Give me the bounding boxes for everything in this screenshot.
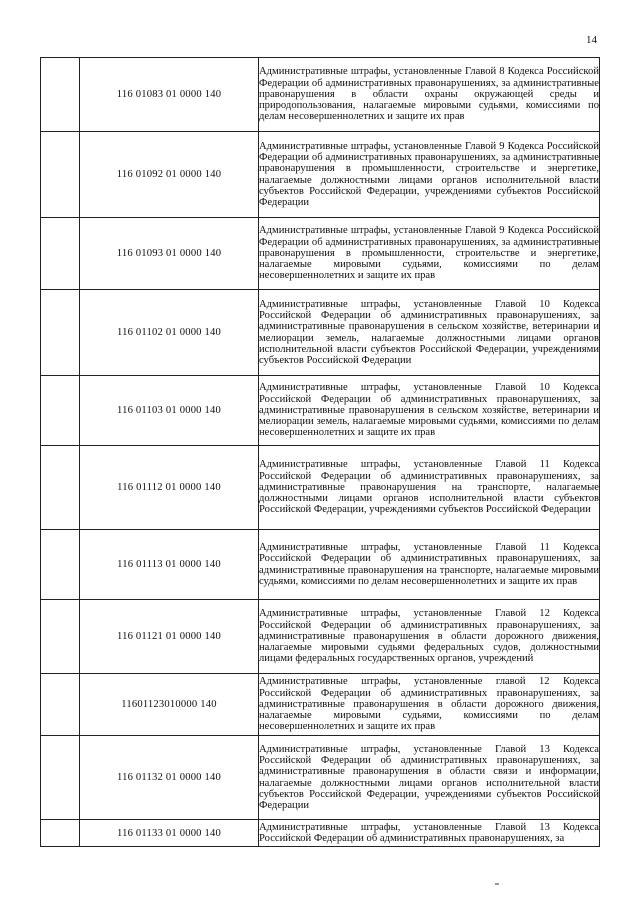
fine-description-cell: Административные штрафы, установленные главой 12 Кодекса Российской Федерации об административных правонарушениях, за административные правонарушения в области дорожного движения, налагаемые мировыми судьями, комиссиями по делам несовершеннолетних и защите их прав [259,674,600,736]
fine-description-cell: Административные штрафы, установленные Главой 11 Кодекса Российской Федерации об административных правонарушениях, за административные правонарушения на транспорте, налагаемые мировыми судьями, комиссиями по делам несовершеннолетних и защите их прав [259,530,600,600]
table-row [41,58,600,132]
row-blank-cell [41,600,80,674]
fine-description-cell: Административные штрафы, установленные Главой 9 Кодекса Российской Федерации об административных правонарушениях, за административные правонарушения в промышленности, строительстве и энергетике, налагаемые мировыми судьями, комиссиями по делам несовершеннолетних и защите их прав [259,218,600,290]
budget-code-cell: 116 01132 01 0000 140 [80,736,259,820]
budget-code-cell: 116 01112 01 0000 140 [80,446,259,530]
table-row [41,446,600,530]
fine-description-cell: Административные штрафы, установленные Главой 13 Кодекса Российской Федерации об административных правонарушениях, за [259,820,600,847]
row-blank-cell [41,530,80,600]
row-blank-cell [41,674,80,736]
row-blank-cell [41,376,80,446]
row-blank-cell [41,820,80,847]
budget-code-cell: 116 01113 01 0000 140 [80,530,259,600]
row-blank-cell [41,218,80,290]
scan-speck [495,883,499,885]
row-blank-cell [41,736,80,820]
budget-code-cell: 116 01102 01 0000 140 [80,290,259,376]
page-number: 14 [586,34,597,46]
budget-code-cell: 116 01093 01 0000 140 [80,218,259,290]
budget-code-cell: 116 01133 01 0000 140 [80,820,259,847]
table-row [41,530,600,600]
table-row [41,376,600,446]
fines-table-body [41,58,600,847]
table-row [41,736,600,820]
fine-description-cell: Административные штрафы, установленные Главой 9 Кодекса Российской Федерации об административных правонарушениях, за административные правонарушения в промышленности, строительстве и энергетике, налагаемые должностными лицами органов исполнительной власти субъектов Российской Федерации, учреждениями субъектов Российской Федерации [259,132,600,218]
fine-description-cell: Административные штрафы, установленные Главой 12 Кодекса Российской Федерации об административных правонарушениях, за административные правонарушения в области дорожного движения, налагаемые мировыми судьями федеральных судов, должностными лицами федеральных государственных органов, учреждений [259,600,600,674]
budget-code-cell: 116 01083 01 0000 140 [80,58,259,132]
fine-description-cell: Административные штрафы, установленные Главой 10 Кодекса Российской Федерации об административных правонарушениях, за административные правонарушения в сельском хозяйстве, ветеринарии и мелиорации земель, налагаемые мировыми судьями, комиссиями по делам несовершеннолетних и защите их прав [259,376,600,446]
fines-table [40,57,600,847]
row-blank-cell [41,132,80,218]
row-blank-cell [41,290,80,376]
table-row [41,600,600,674]
fine-description-cell: Административные штрафы, установленные Главой 11 Кодекса Российской Федерации об административных правонарушениях, за административные правонарушения на транспорте, налагаемые должностными лицами органов исполнительной власти субъектов Российской Федерации, учреждениями субъектов Российской Федерации [259,446,600,530]
table-row [41,132,600,218]
fine-description-cell: Административные штрафы, установленные Главой 8 Кодекса Российской Федерации об административных правонарушениях, за административные правонарушения в области охраны окружающей среды и природопользования, налагаемые мировыми судьями, комиссиями по делам несовершеннолетних и защите их прав [259,58,600,132]
table-row [41,218,600,290]
table-row [41,674,600,736]
fine-description-cell: Административные штрафы, установленные Главой 13 Кодекса Российской Федерации об административных правонарушениях, за административные правонарушения в области связи и информации, налагаемые должностными лицами органов исполнительной власти субъектов Российской Федерации, учреждениями субъектов Российской Федерации [259,736,600,820]
table-row [41,820,600,847]
row-blank-cell [41,58,80,132]
row-blank-cell [41,446,80,530]
budget-code-cell: 116 01121 01 0000 140 [80,600,259,674]
budget-code-cell: 116 01103 01 0000 140 [80,376,259,446]
budget-code-cell: 116 01092 01 0000 140 [80,132,259,218]
fine-description-cell: Административные штрафы, установленные Главой 10 Кодекса Российской Федерации об административных правонарушениях, за административные правонарушения в сельском хозяйстве, ветеринарии и мелиорации земель, налагаемые должностными лицами органов исполнительной власти субъектов Российской Федерации, учреждениями субъектов Российской Федерации [259,290,600,376]
table-row [41,290,600,376]
budget-code-cell: 11601123010000 140 [80,674,259,736]
